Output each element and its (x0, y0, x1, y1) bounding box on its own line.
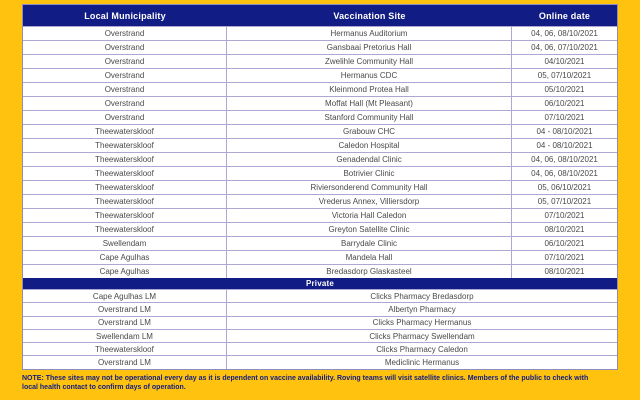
site-cell: Victoria Hall Caledon (227, 209, 512, 222)
site-cell: Hermanus Auditorium (227, 27, 512, 40)
table-row (23, 289, 617, 302)
date-cell: 05, 07/10/2021 (537, 71, 592, 80)
site-cell: Clicks Pharmacy Bredasdorp (370, 291, 474, 301)
date-cell: 04 - 08/10/2021 (536, 127, 593, 136)
table-row (23, 96, 617, 110)
municipality-cell: Theewaterskloof (23, 181, 227, 194)
site-cell: Riviersonderend Community Hall (227, 181, 512, 194)
site-cell: Albertyn Pharmacy (388, 304, 456, 314)
table-row (23, 355, 617, 368)
site-cell: Caledon Hospital (227, 139, 512, 152)
table-row (23, 236, 617, 250)
table-row (23, 194, 617, 208)
date-cell: 05, 07/10/2021 (537, 197, 592, 206)
municipality-cell: Overstrand LM (23, 356, 227, 368)
table-row (23, 329, 617, 342)
municipality-cell: Theewaterskloof (23, 125, 227, 138)
municipality-cell: Swellendam (23, 237, 227, 250)
date-cell: 07/10/2021 (544, 211, 585, 220)
date-cell: 07/10/2021 (544, 253, 585, 262)
site-cell: Botrivier Clinic (227, 167, 512, 180)
municipality-cell: Overstrand (23, 97, 227, 110)
table-row (23, 342, 617, 355)
table-row (23, 250, 617, 264)
date-cell: 04/10/2021 (544, 57, 585, 66)
municipality-cell: Theewaterskloof (23, 223, 227, 236)
table-row (23, 152, 617, 166)
municipality-cell: Swellendam LM (23, 330, 227, 342)
date-cell: 04, 06, 08/10/2021 (531, 29, 598, 38)
site-cell: Grabouw CHC (227, 125, 512, 138)
site-cell: Clicks Pharmacy Swellendam (369, 331, 475, 341)
municipality-cell: Overstrand (23, 111, 227, 124)
site-cell: Bredasdorp Glaskasteel (227, 265, 512, 278)
municipality-cell: Overstrand LM (23, 303, 227, 315)
operational-note: NOTE: These sites may not be operational every day as it is dependent on vaccine availability. Roving teams will visit satellite clinics. Members of the public to check with local health contact to confirm days of operation. (22, 375, 589, 391)
date-cell: 05/10/2021 (544, 85, 585, 94)
private-section-header: Private (23, 278, 617, 289)
site-cell: Mediclinic Hermanus (384, 358, 460, 368)
table-header-row (23, 5, 617, 26)
site-cell: Vrederus Annex, Villiersdorp (227, 195, 512, 208)
site-cell: Greyton Satellite Clinic (227, 223, 512, 236)
site-cell: Clicks Pharmacy Caledon (376, 344, 468, 354)
table-row (23, 222, 617, 236)
date-cell: 08/10/2021 (544, 267, 585, 276)
municipality-cell: Cape Agulhas (23, 265, 227, 278)
date-cell: 05, 06/10/2021 (537, 183, 592, 192)
site-cell: Stanford Community Hall (227, 111, 512, 124)
table-row (23, 124, 617, 138)
site-cell: Kleinmond Protea Hall (227, 83, 512, 96)
column-header-site: Vaccination Site (333, 10, 406, 21)
municipality-cell: Overstrand (23, 69, 227, 82)
site-cell: Zwelihle Community Hall (227, 55, 512, 68)
table-row (23, 302, 617, 315)
site-cell: Barrydale Clinic (227, 237, 512, 250)
municipality-cell: Overstrand (23, 83, 227, 96)
table-row (23, 26, 617, 40)
municipality-cell: Theewaterskloof (23, 153, 227, 166)
table-row (23, 54, 617, 68)
column-header-municipality: Local Municipality (84, 10, 166, 21)
municipality-cell: Overstrand (23, 41, 227, 54)
municipality-cell: Overstrand (23, 55, 227, 68)
municipality-cell: Theewaterskloof (23, 343, 227, 355)
site-cell: Gansbaai Pretorius Hall (227, 41, 512, 54)
date-cell: 04 - 08/10/2021 (536, 141, 593, 150)
site-cell: Mandela Hall (227, 251, 512, 264)
site-cell: Hermanus CDC (227, 69, 512, 82)
municipality-cell: Cape Agulhas LM (23, 290, 227, 302)
table-row (23, 138, 617, 152)
site-cell: Moffat Hall (Mt Pleasant) (227, 97, 512, 110)
table-row (23, 208, 617, 222)
vaccination-sites-table (22, 4, 618, 370)
date-cell: 04, 06, 08/10/2021 (531, 155, 598, 164)
municipality-cell: Overstrand LM (23, 317, 227, 329)
date-cell: 06/10/2021 (544, 239, 585, 248)
table-row (23, 82, 617, 96)
date-cell: 06/10/2021 (544, 99, 585, 108)
municipality-cell: Overstrand (23, 27, 227, 40)
municipality-cell: Theewaterskloof (23, 195, 227, 208)
table-row (23, 68, 617, 82)
date-cell: 04, 06, 07/10/2021 (531, 43, 598, 52)
column-header-date: Online date (538, 10, 591, 21)
site-cell: Clicks Pharmacy Hermanus (372, 318, 472, 328)
date-cell: 04, 06, 08/10/2021 (531, 169, 598, 178)
table-row (23, 316, 617, 329)
date-cell: 08/10/2021 (544, 225, 585, 234)
table-row (23, 180, 617, 194)
municipality-cell: Theewaterskloof (23, 139, 227, 152)
table-row (23, 166, 617, 180)
date-cell: 07/10/2021 (544, 113, 585, 122)
municipality-cell: Cape Agulhas (23, 251, 227, 264)
site-cell: Genadendal Clinic (227, 153, 512, 166)
table-row (23, 110, 617, 124)
table-row (23, 264, 617, 278)
municipality-cell: Theewaterskloof (23, 167, 227, 180)
municipality-cell: Theewaterskloof (23, 209, 227, 222)
table-row (23, 40, 617, 54)
